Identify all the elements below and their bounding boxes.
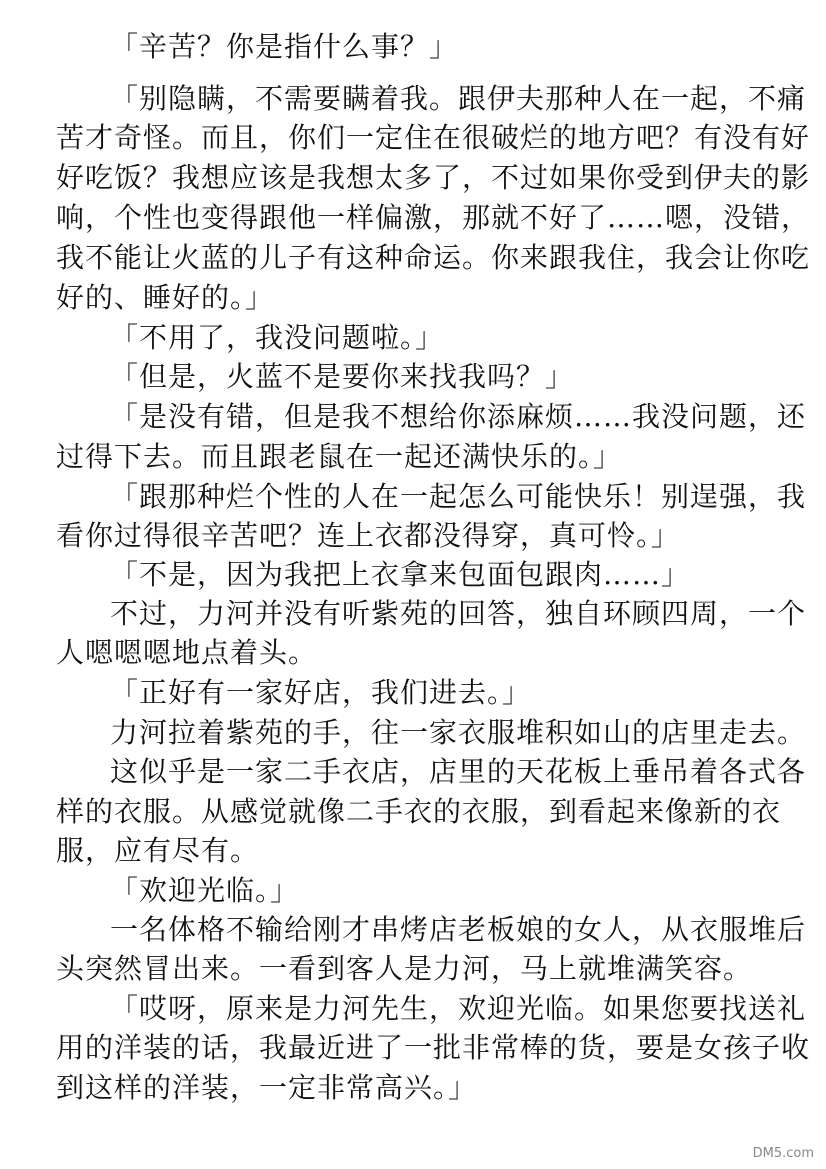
text-line: 「跟那种烂个性的人在一起怎么可能快乐！别逞强，我 [110, 480, 807, 513]
text-line: 一名体格不输给刚才串烤店老板娘的女人，从衣服堆后 [110, 913, 807, 946]
text-line: 响，个性也变得跟他一样偏激，那就不好了……嗯，没错， [56, 201, 811, 234]
text-line: 力河拉着紫苑的手，往一家衣服堆积如山的店里走去。 [110, 716, 807, 749]
text-line: 「哎呀，原来是力河先生，欢迎光临。如果您要找送礼 [110, 992, 807, 1025]
text-line: 服，应有尽有。 [56, 834, 260, 867]
watermark: DM5.com [752, 1146, 814, 1161]
text-line: 「正好有一家好店，我们进去。」 [110, 676, 532, 709]
text-line: 苦才奇怪。而且，你们一定住在很破烂的地方吧？有没有好 [56, 121, 811, 154]
text-line: 我不能让火蓝的儿子有这种命运。你来跟我住，我会让你吃 [56, 241, 811, 274]
text-line: 「但是，火蓝不是要你来找我吗？」 [110, 360, 575, 393]
text-line: 人嗯嗯嗯地点着头。 [56, 636, 318, 669]
text-line: 到这样的洋装，一定非常高兴。」 [56, 1071, 478, 1104]
text-line: 「不用了，我没问题啦。」 [110, 321, 445, 354]
text-line: 「欢迎光临。」 [110, 874, 300, 907]
text-line: 看你过得很辛苦吧？连上衣都没得穿，真可怜。」 [56, 519, 681, 552]
text-line: 这似乎是一家二手衣店，店里的天花板上垂吊着各式各 [110, 755, 807, 788]
text-line: 「辛苦？你是指什么事？」 [110, 30, 459, 63]
text-line: 样的衣服。从感觉就像二手衣的衣服，到看起来像新的衣 [56, 795, 782, 828]
text-line: 「别隐瞒，不需要瞒着我。跟伊夫那种人在一起，不痛 [110, 82, 807, 115]
text-line: 不过，力河并没有听紫苑的回答，独自环顾四周，一个 [110, 597, 807, 630]
text-line: 好吃饭？我想应该是我想太多了，不过如果你受到伊夫的影 [56, 161, 811, 194]
text-line: 头突然冒出来。一看到客人是力河，马上就堆满笑容。 [56, 952, 753, 985]
text-line: 用的洋装的话，我最近进了一批非常棒的货，要是女孩子收 [56, 1031, 811, 1064]
text-line: 「不是，因为我把上衣拿来包面包跟肉……」 [110, 558, 691, 591]
text-line: 好的、睡好的。」 [56, 281, 275, 314]
text-line: 过得下去。而且跟老鼠在一起还满快乐的。」 [56, 440, 623, 473]
text-line: 「是没有错，但是我不想给你添麻烦……我没问题，还 [110, 400, 807, 433]
